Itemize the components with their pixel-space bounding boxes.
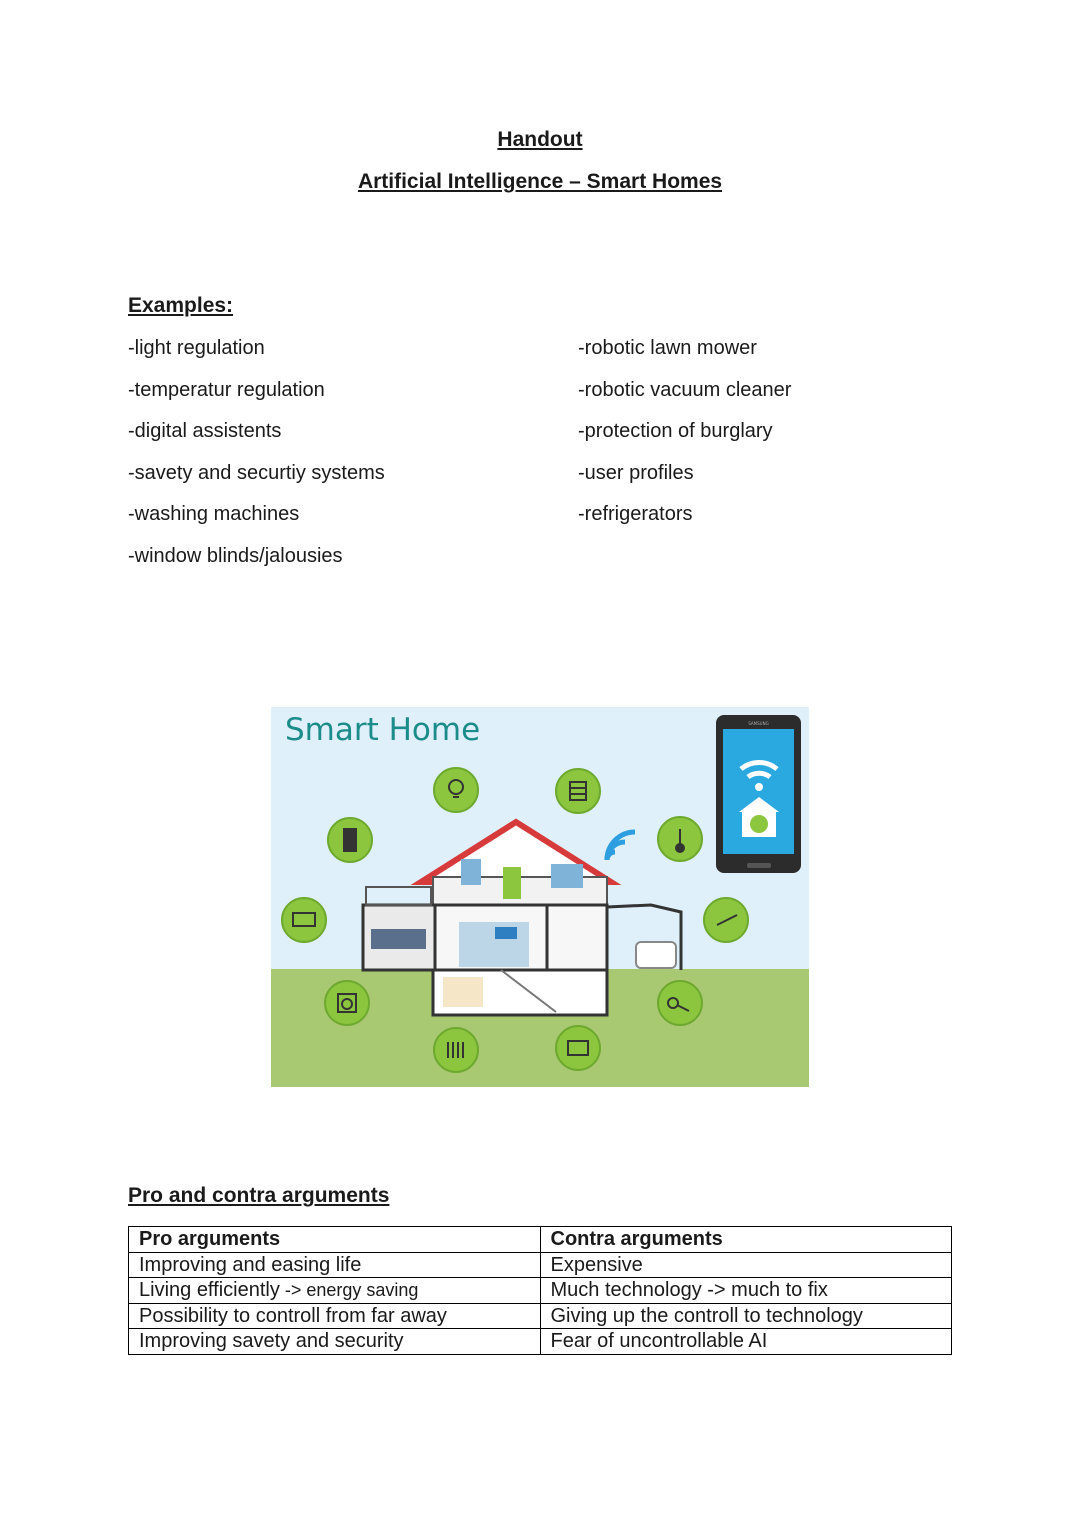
- contra-header: Contra arguments: [540, 1227, 952, 1253]
- table-row: [129, 1278, 952, 1304]
- smart-home-illustration: [271, 707, 809, 1087]
- table-row: [129, 1329, 952, 1355]
- pro-cell-note: -> energy saving: [279, 1280, 419, 1301]
- pro-cell: [129, 1278, 541, 1304]
- light-bulb-icon: [434, 768, 478, 812]
- list-item: -user profiles: [578, 461, 694, 484]
- examples-list-left: [128, 336, 385, 586]
- list-item: -refrigerators: [578, 503, 693, 526]
- window-blinds-icon: [556, 769, 600, 813]
- table-row: [129, 1252, 952, 1278]
- pro-header: Pro arguments: [129, 1227, 541, 1253]
- list-item: -window blinds/jalousies: [128, 544, 343, 567]
- list-item: -washing machines: [128, 503, 300, 526]
- arguments-table: [128, 1226, 952, 1355]
- smartphone-icon: [716, 715, 801, 873]
- contra-cell: Giving up the controll to technology: [540, 1303, 952, 1329]
- contra-cell: Fear of uncontrollable AI: [540, 1329, 952, 1355]
- washing-machine-icon: [325, 981, 369, 1025]
- pro-cell: Possibility to controll from far away: [129, 1303, 541, 1329]
- list-item: -protection of burglary: [578, 420, 773, 443]
- key-icon: [658, 981, 702, 1025]
- handout-title: Handout: [497, 128, 583, 151]
- garage-door-icon: [556, 1026, 600, 1070]
- media-devices-icon: [282, 898, 326, 942]
- examples-heading: Examples:: [128, 294, 234, 317]
- arguments-heading: Pro and contra arguments: [128, 1184, 390, 1207]
- contra-cell: Much technology -> much to fix: [540, 1278, 952, 1304]
- table-row: [129, 1303, 952, 1329]
- list-item: -temperatur regulation: [128, 378, 325, 401]
- pro-cell-main: Living efficiently: [139, 1279, 280, 1302]
- list-item: -light regulation: [128, 337, 265, 359]
- radiator-icon: [434, 1028, 478, 1072]
- list-item: -robotic vacuum cleaner: [578, 378, 792, 401]
- list-item: -savety and securtiy systems: [128, 461, 385, 484]
- contra-cell: Expensive: [540, 1252, 952, 1278]
- pro-cell: Improving and easing life: [129, 1252, 541, 1278]
- figure-title: Smart Home: [285, 712, 481, 748]
- table-header-row: [129, 1227, 952, 1253]
- examples-list-right: [578, 336, 791, 544]
- list-item: -robotic lawn mower: [578, 337, 757, 359]
- phone-brand-label: SAMSUNG: [748, 721, 769, 726]
- pro-cell: Improving savety and security: [129, 1329, 541, 1355]
- list-item: -digital assistents: [128, 420, 282, 443]
- document-subtitle: Artificial Intelligence – Smart Homes: [357, 170, 723, 193]
